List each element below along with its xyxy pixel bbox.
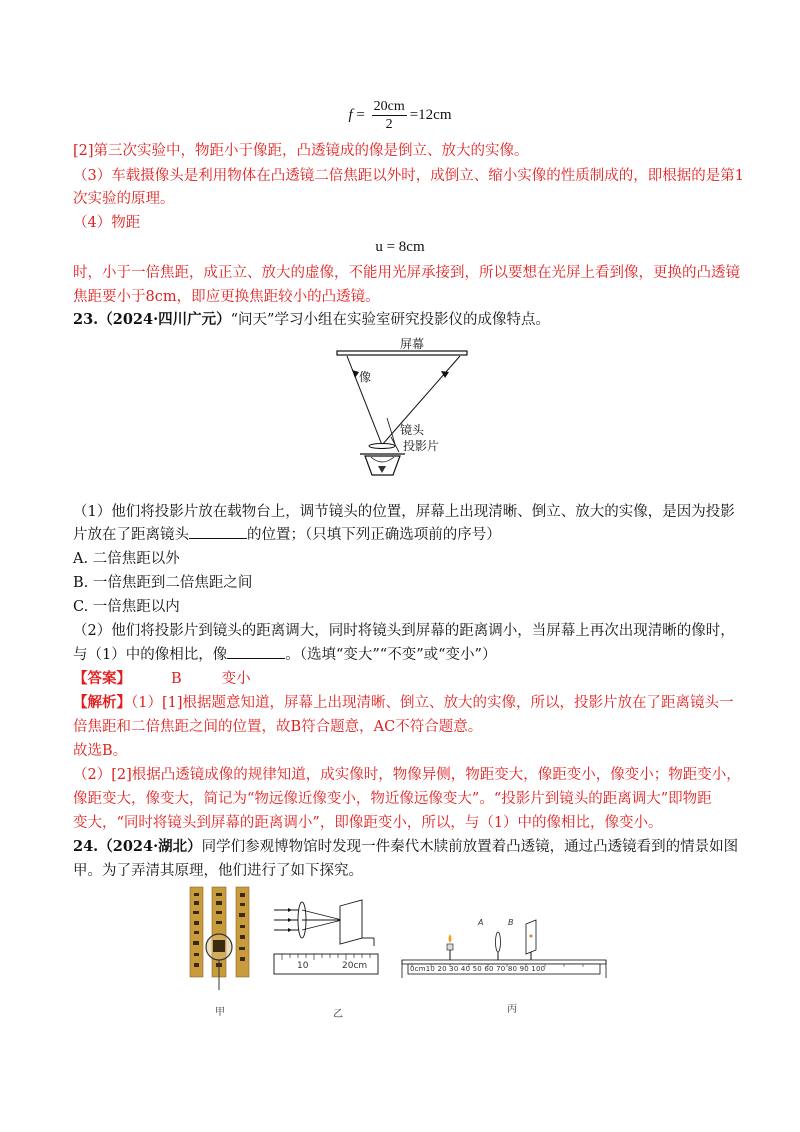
analysis-line: 变大，“同时将镜头到屏幕的距离调小”，即像距变小，所以，与（1）中的像相比，像变小。 xyxy=(73,815,663,831)
bench-label-a: A xyxy=(478,918,484,927)
question-23-part2-cont: 与（1）中的像相比，像 。（选填“变大”“不变”或“变小”） xyxy=(73,647,497,663)
analysis-line: 时，小于一倍焦距，成正立、放大的虚像，不能用光屏承接到，所以要想在光屏上看到像，更换的凸透镜 xyxy=(73,265,740,281)
ruler-tick-10: 10 xyxy=(297,961,309,971)
question-23-part1-cont: 片放在了距离镜头 的位置；（只填下列正确选项前的序号） xyxy=(73,527,501,543)
figure-bing-caption: 丙 xyxy=(507,1004,517,1015)
light-screen xyxy=(340,900,362,944)
lens-shape xyxy=(369,444,395,449)
analysis-line: （4）物距 xyxy=(73,215,141,231)
question-24-stem-cont: 甲。为了弄清其原理，他们进行了如下探究。 xyxy=(73,863,363,879)
bench-label-b: B xyxy=(508,918,514,927)
analysis-line: （3）车载摄像头是利用物体在凸透镜二倍焦距以外时，成倒立、缩小实像的性质制成的，即根据的是第1 xyxy=(73,168,744,184)
projector-base xyxy=(365,456,400,475)
figure-jia-caption: 甲 xyxy=(215,1007,225,1018)
answer-blank xyxy=(227,645,285,659)
question-23-part1: （1）他们将投影片放在载物台上，调节镜头的位置，屏幕上出现清晰、倒立、放大的实像，是因为投影 xyxy=(73,504,735,520)
candle-a xyxy=(447,944,453,950)
ray-arrow xyxy=(352,370,359,378)
wooden-slips-figure xyxy=(186,885,256,995)
analysis-line: 次实验的原理。 xyxy=(73,191,175,207)
analysis-line: 焦距要小于8cm，即应更换焦距较小的凸透镜。 xyxy=(73,289,380,305)
analysis-line: 像距变大，像变大，简记为“物远像近像变小，物近像远像变大”。“投影片到镜头的距离调大”即物距 xyxy=(73,791,712,807)
candle-flame xyxy=(449,934,452,943)
ruler-tick-20: 20cm xyxy=(342,961,368,971)
screen-label: 屏幕 xyxy=(400,337,425,351)
lens-ray-figure xyxy=(270,898,385,978)
fraction: $\frac{20cm}{2}$ xyxy=(373,99,405,132)
slide-label: 投影片 xyxy=(403,439,440,453)
image-label: 像 xyxy=(359,370,372,384)
lens-label: 镜头 xyxy=(400,423,425,437)
bench-tick-labels: 0cm10 20 30 40 50 60 70 80 90 100 xyxy=(410,965,546,973)
focal-length-formula: f = $\frac{20cm}{2}$ =12cm xyxy=(348,99,452,132)
analysis-line: 【解析】（1）[1]根据题意知道，屏幕上出现清晰、倒立、放大的实像，所以，投影片放在了距离镜头一 xyxy=(73,694,734,711)
answer-line: 【答案】 B 变小 xyxy=(73,670,251,687)
object-distance-formula: u = 8cm xyxy=(375,239,425,255)
analysis-line: （2）[2]根据凸透镜成像的规律知道，成实像时，物像异侧，物距变大，像距变小，像变小；物距变小， xyxy=(73,767,741,783)
question-23-part2: （2）他们将投影片到镜头的距离调大，同时将镜头到屏幕的距离调小，当屏幕上再次出现清晰的像时， xyxy=(73,623,735,639)
projector-diagram xyxy=(325,332,485,492)
question-24-stem: 24.（2024·湖北）同学们参观博物馆时发现一件秦代木牍前放置着凸透镜，通过凸透镜看到的情景如图 xyxy=(73,838,739,855)
bench-rail xyxy=(402,960,606,964)
figure-yi-caption: 乙 xyxy=(333,1009,343,1020)
lens-on-bench xyxy=(496,932,501,952)
analysis-line: 故选B。 xyxy=(73,743,128,759)
option-c: C. 一倍焦距以内 xyxy=(73,599,180,615)
question-23-stem: 23.（2024·四川广元）“问天”学习小组在实验室研究投影仪的成像特点。 xyxy=(73,311,550,328)
option-a: A. 二倍焦距以外 xyxy=(73,551,180,567)
option-b: B. 一倍焦距到二倍焦距之间 xyxy=(73,575,253,591)
answer-blank xyxy=(189,525,247,539)
analysis-line: 倍焦距和二倍焦距之间的位置，故B符合题意，AC不符合题意。 xyxy=(73,719,483,735)
analysis-line: [2]第三次实验中，物距小于像距，凸透镜成的像是倒立、放大的实像。 xyxy=(73,143,529,159)
